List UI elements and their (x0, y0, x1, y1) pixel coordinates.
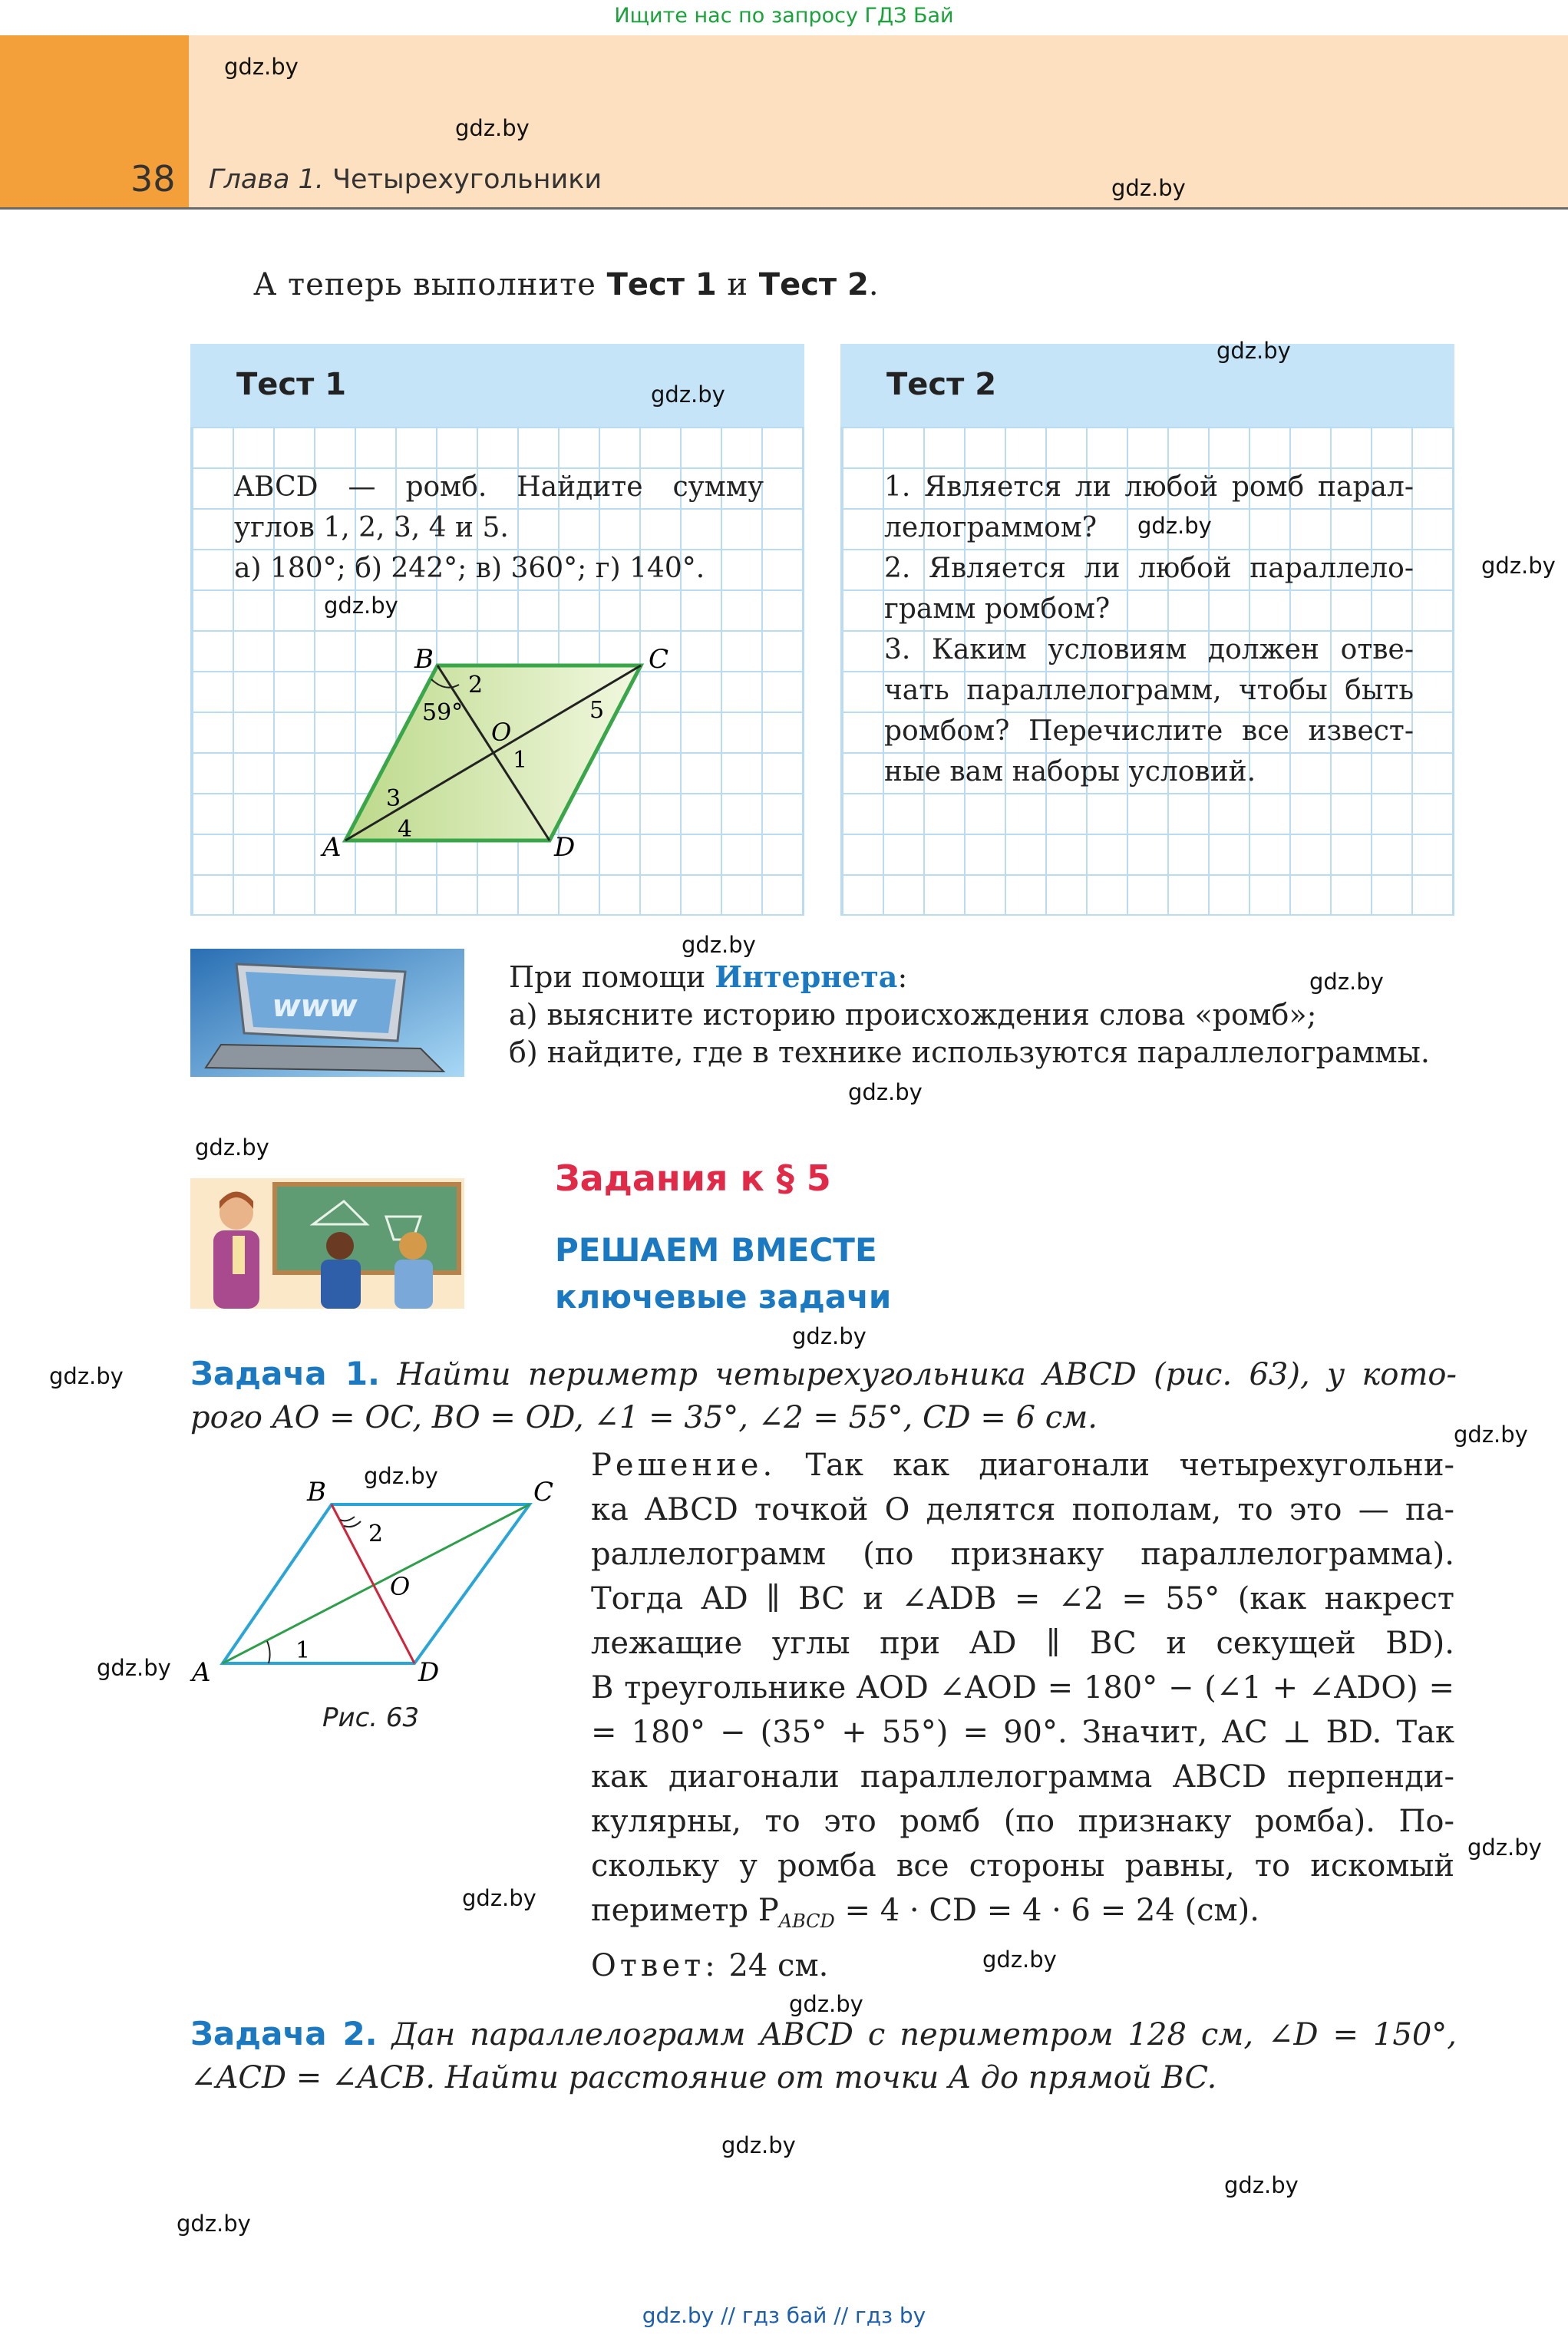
sol-line7: = 180° − (35° + 55°) = 90°. Значит, AC ⊥ BD. Так (591, 1715, 1454, 1750)
label-angle-4: 4 (398, 816, 413, 843)
test2-q3-line2: чать параллелограмм, чтобы быть (884, 675, 1414, 706)
watermark: gdz.by (364, 1463, 438, 1489)
answer-word: Ответ: (591, 1948, 719, 1983)
test1-question (234, 467, 764, 589)
classroom-picture (190, 1178, 464, 1309)
intro-test2: Тест 2 (758, 267, 869, 302)
test2-q3-line4: ные вам наборы условий. (884, 756, 1256, 788)
sol-line10: скольку у ромба все стороны равны, то искомый (591, 1848, 1454, 1884)
task2-label: Задача 2. (190, 2015, 378, 2052)
sol-line4: Тогда AD ∥ BC и ∠ADB = ∠2 = 55° (как накрест (591, 1581, 1454, 1616)
page-number: 38 (130, 158, 176, 200)
task1-solution (591, 1443, 1454, 1988)
watermark: gdz.by (1216, 338, 1291, 364)
chapter-prefix: Глава 1. (209, 164, 324, 195)
chapter-title (209, 164, 602, 195)
fig63-label-B: B (307, 1477, 326, 1507)
task2-cond-line1-wrap (190, 2013, 1457, 2056)
task1-cond-line2: рого AO = OC, BO = OD, ∠1 = 35°, ∠2 = 55°, CD = 6 см. (190, 1400, 1098, 1435)
watermark: gdz.by (1309, 969, 1384, 995)
answer-value: 24 см. (728, 1948, 829, 1983)
test1-rhombus-figure (307, 637, 706, 867)
internet-item-a: а) выясните историю происхождения слова «ромб»; (509, 998, 1317, 1032)
intro-text (253, 267, 880, 302)
section-subtitle-solve-together: РЕШАЕМ ВМЕСТЕ (555, 1231, 877, 1269)
watermark: gdz.by (1454, 1422, 1528, 1448)
internet-item-b: б) найдите, где в технике используются параллелограммы. (509, 1035, 1430, 1069)
sol-line3: раллелограмм (по признаку параллелограмма). (591, 1537, 1454, 1572)
sol-line6: В треугольнике AOD ∠AOD = 180° − (∠1 + ∠ADO) = (591, 1670, 1454, 1706)
sol-line5: лежащие углы при AD ∥ BC и секущей BD). (591, 1626, 1454, 1661)
watermark: gdz.by (177, 2211, 251, 2237)
test1-question-line1: ABCD — ромб. Найдите сумму (234, 471, 764, 503)
internet-colon: : (897, 960, 908, 994)
laptop-www-image (190, 949, 464, 1077)
watermark: gdz.by (224, 54, 299, 80)
fig63-label-A: A (192, 1657, 211, 1688)
sol-line1 (591, 1443, 1454, 1488)
label-angle-3: 3 (386, 785, 401, 812)
watermark: gdz.by (1224, 2172, 1299, 2198)
label-B: B (414, 644, 434, 675)
task1-label: Задача 1. (190, 1355, 381, 1392)
task2-cond-line1: Дан параллелограмм ABCD с периметром 128 см, ∠D = 150°, (391, 2017, 1457, 2052)
sol-line11-b: = 4 · CD = 4 · 6 = 24 (см). (834, 1893, 1259, 1928)
sol-line11 (591, 1888, 1454, 1943)
test1-question-line2: углов 1, 2, 3, 4 и 5. (234, 512, 509, 543)
test2-q1-line1: 1. Является ли любой ромб парал- (884, 471, 1414, 503)
header-divider (0, 207, 1568, 210)
watermark: gdz.by (97, 1655, 171, 1681)
label-angle-59: 59° (422, 699, 464, 726)
watermark: gdz.by (651, 381, 725, 408)
intro-test1: Тест 1 (606, 267, 717, 302)
watermark: gdz.by (1111, 175, 1186, 201)
task2-condition (190, 2013, 1457, 2099)
task2-cond-line2: ∠ACD = ∠ACB. Найти расстояние от точки A до прямой BC. (190, 2060, 1217, 2095)
watermark: gdz.by (982, 1947, 1057, 1973)
watermark: gdz.by (49, 1363, 124, 1389)
watermark: gdz.by (324, 593, 398, 619)
fig63-label-1: 1 (295, 1637, 311, 1664)
fig63-label-D: D (418, 1657, 440, 1688)
label-angle-5: 5 (589, 697, 605, 724)
test2-q3-line1: 3. Каким условиям должен отве- (884, 634, 1414, 665)
sol-line9: кулярны, то это ромб (по признаку ромба). По- (591, 1804, 1454, 1839)
watermark: gdz.by (848, 1079, 923, 1105)
sol-line2: ка ABCD точкой O делятся пополам, то это — па- (591, 1492, 1454, 1527)
watermark: gdz.by (1467, 1834, 1542, 1861)
figure-63 (184, 1474, 583, 1692)
test2-q2-line1: 2. Является ли любой параллело- (884, 553, 1414, 584)
fig63-label-C: C (533, 1477, 554, 1507)
watermark: gdz.by (455, 115, 530, 141)
test1-title: Тест 1 (236, 367, 347, 402)
sol-line1-rest: Так как диагонали четырехугольни- (805, 1448, 1454, 1483)
test2-q3-line3: ромбом? Перечислите все извест- (884, 715, 1414, 747)
sol-line11-a: периметр P (591, 1893, 779, 1928)
fig63-label-O: O (390, 1572, 411, 1601)
label-A: A (322, 832, 342, 863)
section-title: Задания к § 5 (555, 1157, 831, 1199)
task1-cond-line1: Найти периметр четырехугольника ABCD (рис. 63), у кото- (397, 1357, 1457, 1392)
internet-line (509, 958, 1430, 996)
footer-links: gdz.by // гдз бай // гдз by (642, 2303, 926, 2328)
intro-and: и (727, 267, 749, 302)
sol-line11-sub: ABCD (778, 1910, 835, 1932)
internet-prefix: При помощи (509, 960, 706, 994)
sol-line8: как диагонали параллелограмма ABCD перпенди- (591, 1759, 1454, 1795)
label-C: C (649, 644, 669, 675)
figure-63-caption: Рис. 63 (322, 1702, 420, 1733)
label-D: D (554, 832, 576, 863)
test2-title: Тест 2 (886, 367, 997, 402)
label-angle-2: 2 (468, 672, 484, 698)
watermark: gdz.by (195, 1134, 269, 1161)
watermark: gdz.by (789, 1991, 863, 2017)
watermark: gdz.by (792, 1323, 867, 1349)
fig63-label-2: 2 (368, 1521, 384, 1547)
label-angle-1: 1 (513, 747, 528, 774)
test2-q1-line2: лелограммом? (884, 512, 1098, 543)
watermark: gdz.by (721, 2132, 796, 2158)
watermark: gdz.by (1481, 553, 1556, 579)
test2-q2-line2: грамм ромбом? (884, 593, 1111, 625)
test1-options: а) 180°; б) 242°; в) 360°; г) 140°. (234, 553, 705, 584)
internet-keyword: Интернета (715, 959, 898, 994)
task1-condition (190, 1352, 1457, 1439)
watermark: gdz.by (1137, 513, 1212, 539)
watermark: gdz.by (682, 932, 756, 958)
intro-period: . (868, 267, 880, 302)
task1-cond-line1-wrap (190, 1352, 1457, 1396)
intro-before: А теперь выполните (253, 267, 596, 302)
chapter-name: Четырехугольники (332, 164, 602, 195)
solution-word: Решение. (591, 1448, 777, 1483)
section-subtitle-key-tasks: ключевые задачи (555, 1278, 892, 1316)
internet-text (509, 958, 1430, 1072)
top-search-banner: Ищите нас по запросу ГДЗ Бай (614, 4, 954, 28)
label-O: O (491, 718, 512, 747)
laptop-www-text: www (269, 988, 361, 1024)
watermark: gdz.by (462, 1885, 536, 1911)
